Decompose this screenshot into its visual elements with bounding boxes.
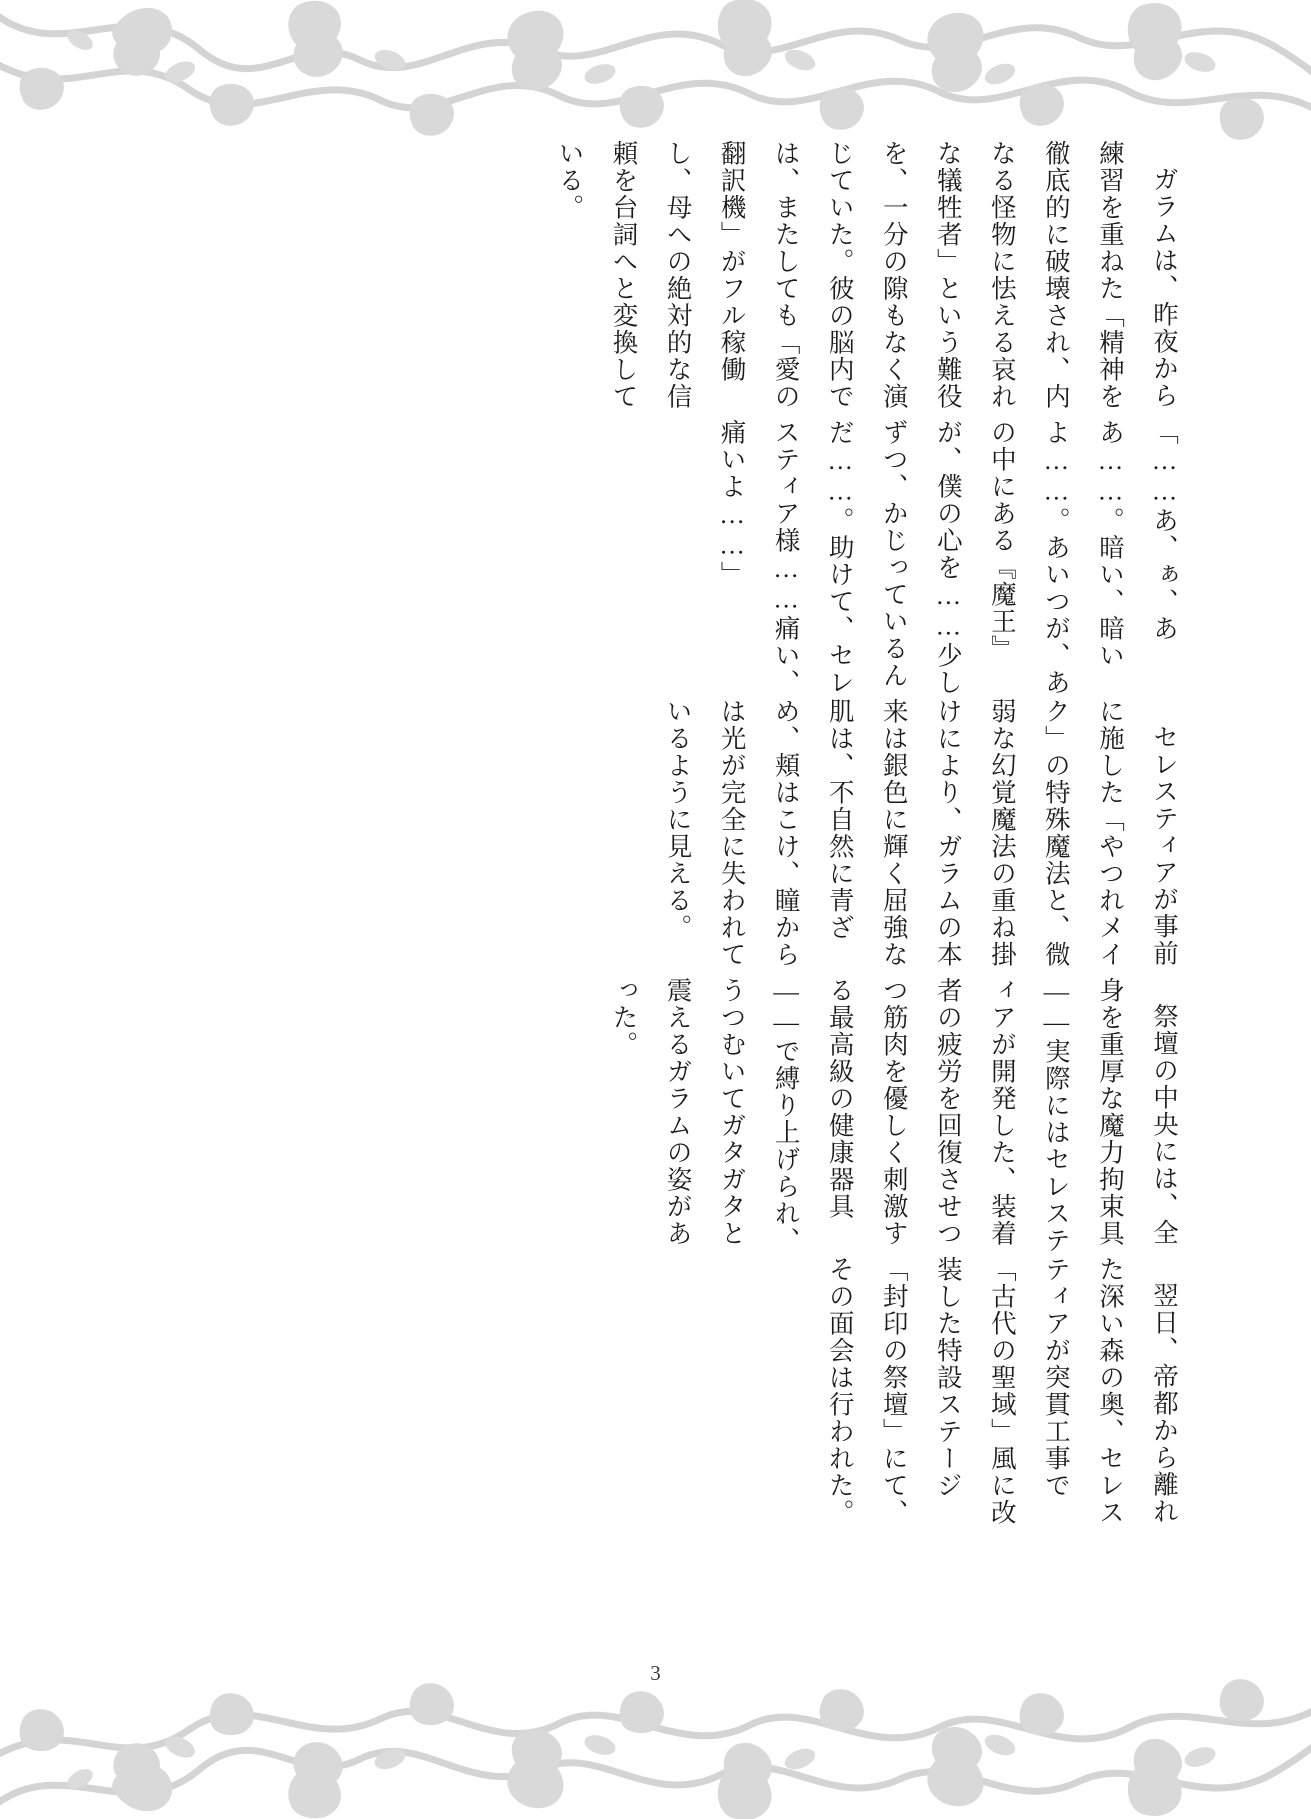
paragraph-dialogue: 「……あ、ぁ、ああ……。暗い、暗いよ……。あいつが、あの中にある『魔王』が、僕の心を……少しずつ、かじっているんだ……。助けて、セレスティア様……痛い、痛いよ……」 (717, 419, 1179, 697)
paragraph: 祭壇の中央には、全身を重厚な魔力拘束具——実際にはセレスティアが開発した、装着者の疲労を回復させつつ筋肉を優しく刺激する最高級の健康器具——で縛り上げられ、うつむいてガタガタと震えるガラムの姿があった。 (609, 977, 1179, 1255)
paragraph: 翌日、帝都から離れた深い森の奥、セレスティアが突貫工事で「古代の聖域」風に改装した特設ステージ「封印の祭壇」にて、その面会は行われた。 (825, 1256, 1179, 1527)
page-number: 3 (650, 1661, 661, 1685)
paragraph: ガラムは、昨夜から練習を重ねた「精神を徹底的に破壊され、内なる怪物に怯える哀れな犠牲者」という難役を、一分の隙もなく演じていた。彼の脳内では、またしても「愛の翻訳機」がフル稼働し、母への絶対的な信頼を台詞へと変換している。 (555, 140, 1179, 411)
paragraph: セレスティアが事前に施した「やつれメイク」の特殊魔法と、微弱な幻覚魔法の重ね掛けにより、ガラムの本来は銀色に輝く屈強な肌は、不自然に青ざめ、頬はこけ、瞳からは光が完全に失われているように見える。 (663, 698, 1179, 969)
novel-text-body (120, 140, 1191, 1535)
